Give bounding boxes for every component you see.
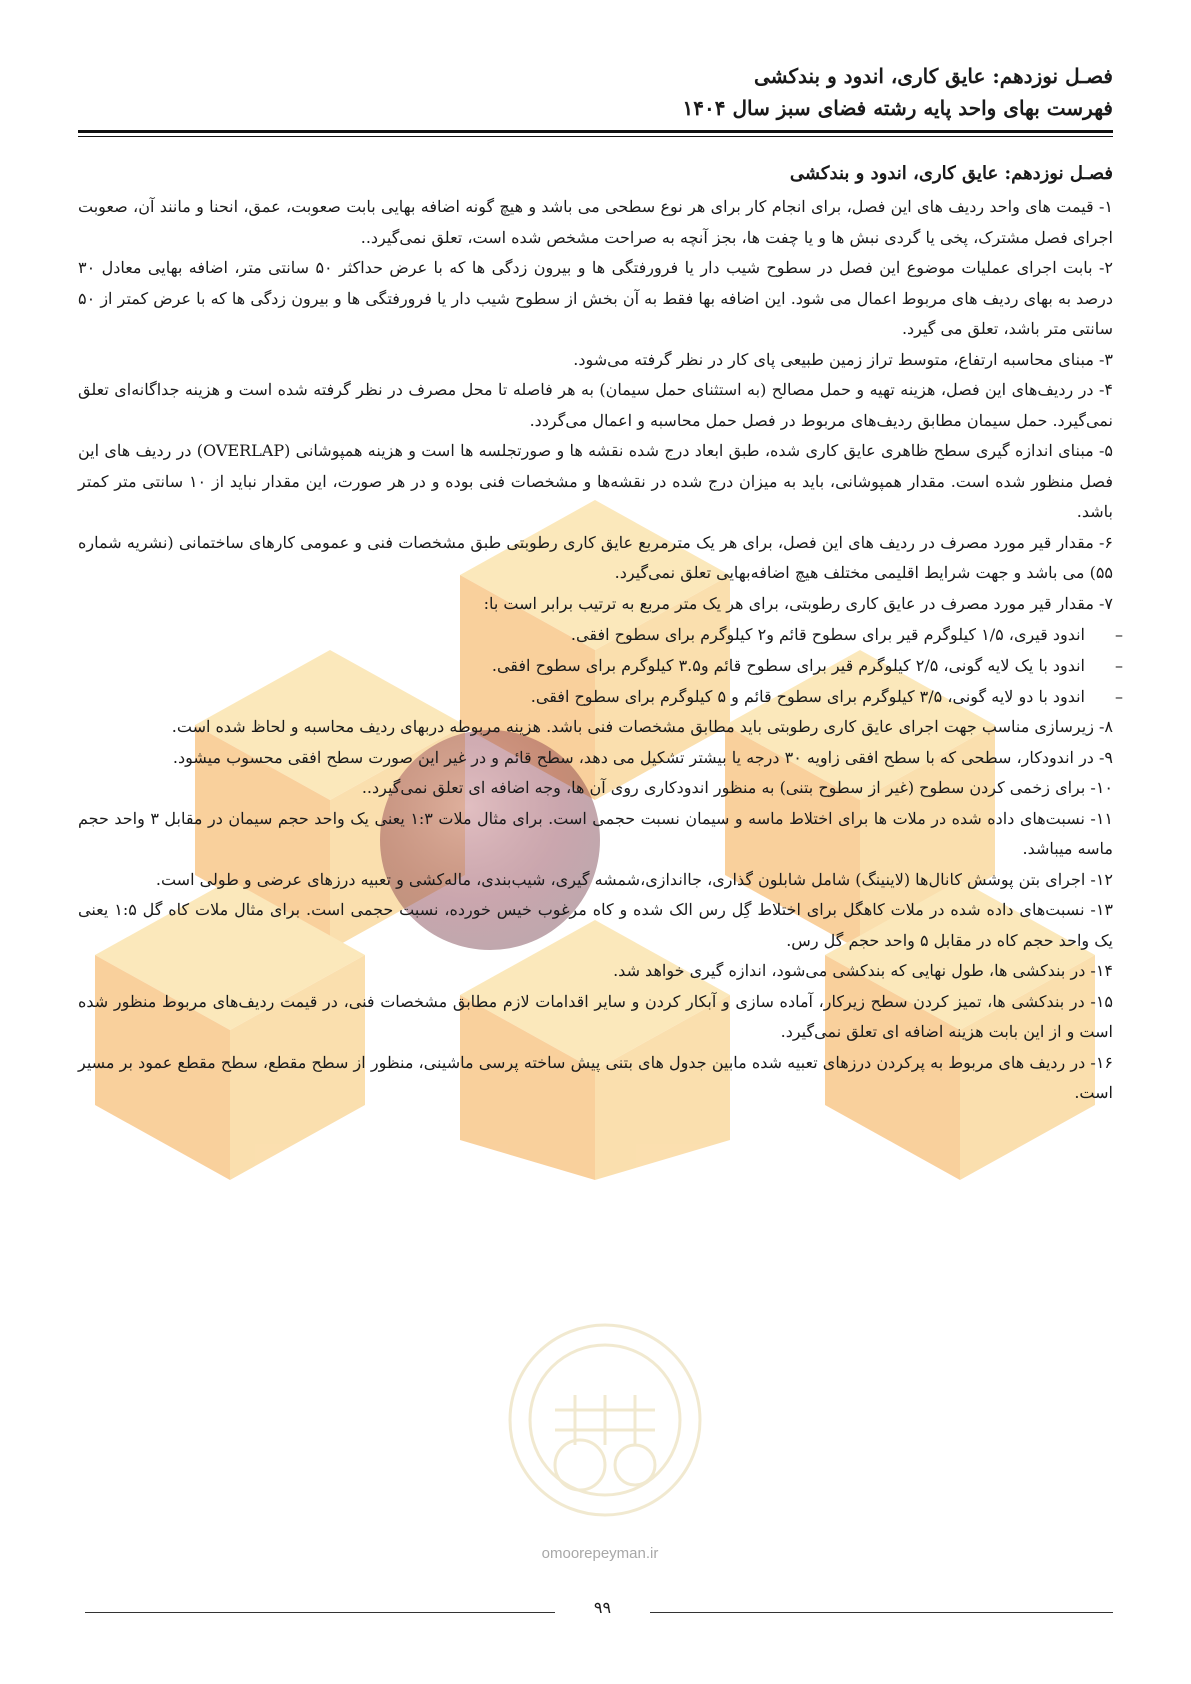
- footer-rule-left: [85, 1612, 555, 1613]
- paragraph: ۲- بابت اجرای عملیات موضوع این فصل در سطوح شیب دار یا فرورفتگی ها و بیرون زدگی ها که با عرض حداکثر ۵۰ سانتی متر، اضافه بهایی معادل ۳۰ درصد به بهای ردیف های مربوط اعمال می شود. این اضافه بها فقط به آن بخش از سطوح شیب دار یا فرورفتگی ها و بیرون زدگی ها که با عرض کمتر از ۵۰ سانتی متر باشد، تعلق می گیرد.: [78, 258, 1114, 338]
- paragraph: ۹- در اندودکار، سطحی که با سطح افقی زاویه ۳۰ درجه یا بیشتر تشکیل می دهد، سطح قائم و در غیر این صورت سطح افقی محسوب میشود.: [172, 747, 1113, 767]
- bullet-text: اندود قیری، ۱/۵ کیلوگرم قیر برای سطوح قائم و۲ کیلوگرم برای سطوح افقی.: [570, 625, 1085, 644]
- paragraph: ۱۵- در بندکشی ها، تمیز کردن سطح زیرکار، آماده سازی و آبکار کردن و سایر اقدامات لازم مطابق مشخصات فنی، در قیمت ردیف‌های مربوط منظور شده است و از این بابت هزینه اضافه ای تعلق نمی‌گیرد.: [78, 991, 1113, 1041]
- bullet-item: [78, 619, 1123, 650]
- bullet-text: اندود با یک لایه گونی، ۲/۵ کیلوگرم قیر برای سطوح قائم و۳.۵ کیلوگرم برای سطوح افقی.: [491, 656, 1085, 675]
- paragraph: ۱۲- اجرای بتن پوشش کانال‌ها (لاینینگ) شامل شابلون گذاری، جااندازی،شمشه گیری، شیب‌بندی، ماله‌کشی و تعبیه درزهای عرضی و طولی است.: [155, 869, 1113, 889]
- watermark-site: omoorepeyman.ir: [541, 1545, 659, 1562]
- paragraph: ۱۱- نسبت‌های داده شده در ملات ها برای اختلاط ماسه و سیمان نسبت حجمی است. برای مثال ملات ۱:۳ یعنی یک واحد حجم سیمان در مقابل ۳ واحد حجم ماسه میباشد.: [78, 808, 1114, 858]
- header-rule-thin: [78, 136, 1113, 137]
- bullet-text: اندود با دو لایه گونی، ۳/۵ کیلوگرم برای سطوح قائم و ۵ کیلوگرم برای سطوح افقی.: [530, 687, 1085, 706]
- paragraph: ۵- مبنای اندازه گیری سطح ظاهری عایق کاری شده، طبق ابعاد درج شده نقشه ها و صورتجلسه ها است و هزینه همپوشانی (OVERLAP) در ردیف های این فصل منظور شده است. مقدار همپوشانی، باید به میزان درج شده در نقشه‌ها و مشخصات فنی بوده و در هر صورت، این مقدار نباید از ۱۰ سانتی متر کمتر باشد.: [78, 441, 1114, 521]
- page-header: [78, 60, 1113, 124]
- bullet-dash: –: [1115, 625, 1123, 644]
- paragraph: ۱۶- در ردیف های مربوط به پرکردن درزهای تعبیه شده مابین جدول های بتنی پیش ساخته پرسی ماشینی، منظور از سطح مقطع، سطح مقطع عمود بر مسیر است.: [78, 1052, 1113, 1102]
- page-number: ۹۹: [593, 1598, 612, 1617]
- paragraph: ۳- مبنای محاسبه ارتفاع، متوسط تراز زمین طبیعی پای کار در نظر گرفته می‌شود.: [573, 349, 1113, 369]
- header-rule-thick: [78, 130, 1113, 133]
- bullet-dash: –: [1115, 656, 1123, 675]
- bullet-item: [78, 681, 1123, 712]
- footer-rule-right: [650, 1612, 1113, 1613]
- bullet-item: [78, 650, 1123, 681]
- paragraph: ۸- زیرسازی مناسب جهت اجرای عایق کاری رطوبتی باید مطابق مشخصات فنی باشد. هزینه مربوطه دربهای ردیف محاسبه و لحاظ شده است.: [171, 717, 1113, 736]
- paragraph: ۷- مقدار قیر مورد مصرف در عایق کاری رطوبتی، برای هر یک متر مربع به ترتیب برابر است با:: [483, 593, 1113, 613]
- paragraph: ۱- قیمت های واحد ردیف های این فصل، برای انجام کار برای هر نوع سطحی می باشد و هیچ گونه اضافه بهایی بابت صعوبت، عمق، انحنا و مانند آن، صعوبت اجرای فصل مشترک، پخی یا گردی نبش ها و یا چفت ها، بجز آنچه به صراحت مشخص شده است، تعلق نمی‌گیرد..: [78, 197, 1114, 247]
- header-book-title: فهرست بهای واحد پایه رشته فضای سبز سال ۱۴۰۴: [682, 96, 1113, 120]
- paragraph: ۴- در ردیف‌های این فصل، هزینه تهیه و حمل مصالح (به استثنای حمل سیمان) به هر فاصله تا محل مصرف در نظر گرفته شده است و هزینه جداگانه‌ای تعلق نمی‌گیرد. حمل سیمان مطابق ردیف‌های مربوط در فصل حمل محاسبه و اعمال می‌گردد.: [78, 380, 1113, 430]
- main-content: [78, 160, 1123, 1109]
- paragraph: ۶- مقدار قیر مورد مصرف در ردیف های این فصل، برای هر یک مترمربع عایق کاری رطوبتی طبق مشخصات فنی و عمومی کارهای ساختمانی (نشریه شماره ۵۵) می باشد و جهت شرایط اقلیمی مختلف هیچ اضافه‌بهایی تعلق نمی‌گیرد.: [78, 532, 1113, 582]
- paragraph: ۱۴- در بندکشی ها، طول نهایی که بندکشی می‌شود، اندازه گیری خواهد شد.: [613, 961, 1113, 980]
- paragraph: ۱۰- برای زخمی کردن سطوح (غیر از سطوح بتنی) به منظور اندودکاری روی آن ها، وجه اضافه ای تعلق نمی‌گیرد..: [361, 778, 1113, 797]
- paragraph: ۱۳- نسبت‌های داده شده در ملات کاهگل برای اختلاط گِل رس الک شده و کاه مرغوب خیس خورده، نسبت حجمی است. برای مثال ملات کاه گل ۱:۵ یعنی یک واحد حجم کاه در مقابل ۵ واحد حجم گل رس.: [78, 900, 1114, 950]
- bullet-dash: –: [1115, 687, 1123, 706]
- header-chapter-title: فصـل نوزدهم: عایق کاری، اندود و بندکشی: [753, 64, 1113, 88]
- section-title: فصـل نوزدهم: عایق کاری، اندود و بندکشی: [789, 163, 1113, 184]
